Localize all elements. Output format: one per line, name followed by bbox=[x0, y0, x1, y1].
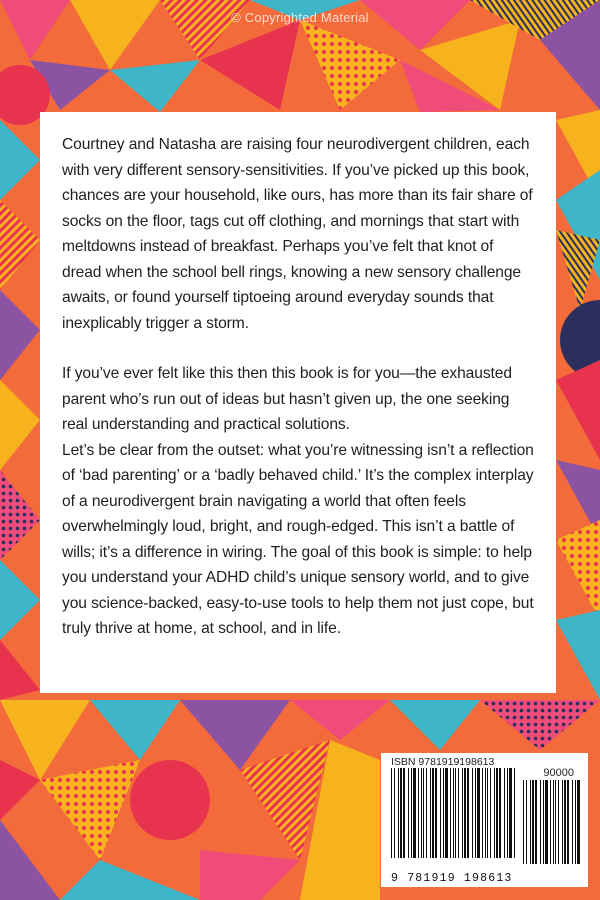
barcode-bar bbox=[391, 768, 392, 858]
barcode-bar bbox=[532, 780, 534, 864]
barcode-bars bbox=[389, 768, 585, 870]
barcode-bar bbox=[558, 780, 559, 864]
barcode-bar bbox=[432, 768, 434, 858]
barcode-bar bbox=[543, 780, 544, 864]
barcode-bar bbox=[572, 780, 573, 864]
isbn-label: ISBN 9781919198613 bbox=[391, 756, 495, 768]
barcode-bar bbox=[455, 768, 456, 858]
description-paragraph: Courtney and Natasha are raising four neurodivergent children, each with very different sensory-sensitivities. If you’ve picked up this book, chances are your household, like ours, has more than its fair share of socks on the floor, tags cut off clothing, and mornings that start with meltdowns instead of breakfast. Perhaps you’ve felt that knot of dread when the school bell rings, knowing a new sensory challenge awaits, or found yourself tiptoeing around everyday sounds that inexplicably trigger a storm. bbox=[62, 136, 533, 332]
barcode-bar bbox=[496, 768, 498, 858]
barcode-bar bbox=[418, 768, 419, 858]
barcode-bar bbox=[507, 768, 508, 858]
barcode-bar bbox=[509, 768, 512, 858]
barcode-bar bbox=[467, 768, 469, 858]
barcode-bar bbox=[440, 768, 441, 858]
barcode-bar bbox=[555, 780, 556, 864]
barcode-bar bbox=[562, 780, 563, 864]
isbn-barcode-box bbox=[381, 753, 588, 887]
barcode-bar bbox=[575, 780, 576, 864]
barcode-bar bbox=[426, 768, 427, 858]
barcode-bar bbox=[567, 780, 569, 864]
barcode-bar bbox=[530, 780, 531, 864]
barcode-bar bbox=[453, 768, 454, 858]
price-code: 90000 bbox=[543, 767, 574, 779]
back-cover-text-panel bbox=[40, 112, 556, 693]
barcode-bar bbox=[403, 768, 405, 858]
barcode-bar bbox=[462, 768, 463, 858]
barcode-bar bbox=[494, 768, 495, 858]
barcode-bar bbox=[499, 768, 501, 858]
barcode-bar bbox=[487, 768, 488, 858]
barcode-bar bbox=[394, 768, 395, 858]
barcode-bar bbox=[482, 768, 483, 858]
barcode-bar bbox=[472, 768, 473, 858]
barcode-bar bbox=[577, 780, 580, 864]
barcode-bar bbox=[445, 768, 448, 858]
barcode-bar bbox=[435, 768, 437, 858]
copyright-watermark: © Copyrighted Material bbox=[231, 10, 369, 25]
barcode-bar bbox=[550, 780, 551, 864]
barcode-bar bbox=[523, 780, 524, 864]
barcode-bar bbox=[526, 780, 527, 864]
barcode-bar bbox=[421, 768, 422, 858]
barcode-bar bbox=[458, 768, 459, 858]
barcode-bar bbox=[411, 768, 412, 858]
barcode-bar bbox=[540, 780, 541, 864]
description-paragraph: If you’ve ever felt like this then this book is for you—the exhausted parent who’s run out of ideas but hasn’t given up, the one seeking real understanding and practical solutions. bbox=[62, 365, 512, 433]
barcode-bar bbox=[408, 768, 409, 858]
barcode-bar bbox=[490, 768, 491, 858]
barcode-bar bbox=[545, 780, 548, 864]
barcode-bar bbox=[413, 768, 416, 858]
barcode-bar bbox=[535, 780, 537, 864]
barcode-bar bbox=[423, 768, 424, 858]
barcode-bar bbox=[464, 768, 466, 858]
barcode-bar bbox=[443, 768, 444, 858]
barcode-bar bbox=[514, 768, 515, 858]
barcode-bar bbox=[477, 768, 480, 858]
barcode-bar bbox=[485, 768, 486, 858]
barcode-bar bbox=[564, 780, 566, 864]
barcode-bar bbox=[475, 768, 476, 858]
barcode-bar bbox=[450, 768, 451, 858]
barcode-bar bbox=[553, 780, 554, 864]
barcode-digits: 9 781919 198613 bbox=[391, 872, 513, 885]
barcode-bar bbox=[400, 768, 402, 858]
barcode-bar bbox=[504, 768, 505, 858]
barcode-bar bbox=[430, 768, 431, 858]
barcode-bar bbox=[398, 768, 399, 858]
description-paragraph: Let’s be clear from the outset: what you’re witnessing isn’t a reflection of ‘bad parenting’ or a ‘badly behaved child.’ It’s the complex interplay of a neurodivergent brain navigating a world that often feels overwhelmingly loud, bright, and rough-edged. This isn’t a battle of wills; it’s a difference in wiring. The goal of this book is simple: to help you understand your ADHD child’s unique sensory world, and to give you science-backed, easy-to-use tools to help them not just cope, but truly thrive at home, at school, and in life. bbox=[62, 441, 534, 637]
